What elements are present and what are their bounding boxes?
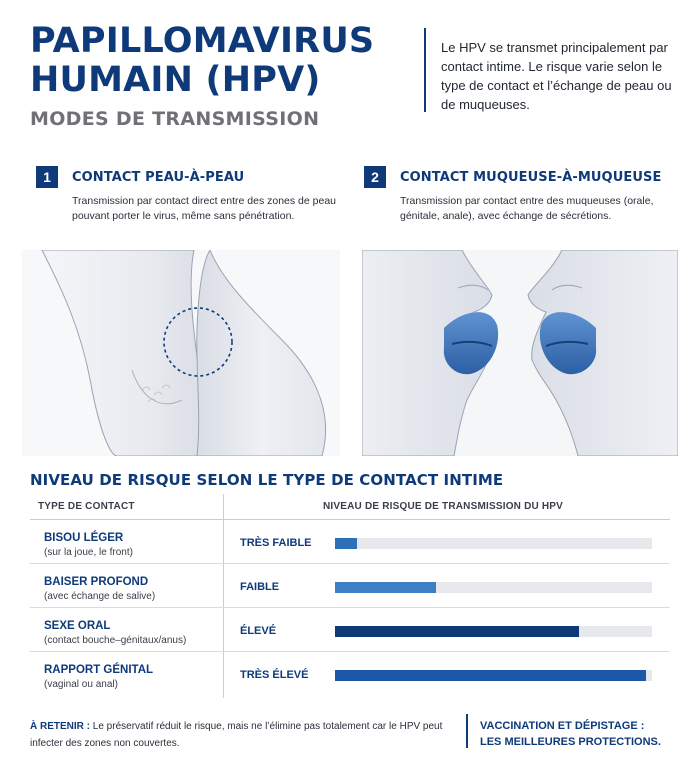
risk-bar-track	[335, 670, 652, 681]
contact-type-name: BAISER PROFOND	[44, 576, 149, 588]
contact-type-name: SEXE ORAL	[44, 620, 111, 632]
page-subtitle: MODES DE TRANSMISSION	[30, 108, 320, 130]
section-description: Transmission par contact entre des muqueuses (orale, génitale, anale), avec échange de sécrétions.	[400, 195, 654, 222]
risk-table-header	[30, 494, 670, 520]
title-block	[30, 22, 420, 132]
risk-table	[30, 494, 670, 698]
section-title: CONTACT PEAU-À-PEAU	[72, 169, 245, 185]
section-number-badge: 1	[36, 166, 58, 188]
footer-note	[30, 718, 460, 752]
risk-level-label: TRÈS ÉLEVÉ	[240, 669, 309, 681]
skin-contact-illustration	[22, 250, 340, 456]
contact-type-name: BISOU LÉGER	[44, 532, 124, 544]
risk-bar-track	[335, 582, 652, 593]
risk-level-label: TRÈS FAIBLE	[240, 537, 312, 549]
risk-bar-fill	[335, 582, 436, 593]
table-row	[30, 608, 670, 652]
risk-bar-fill	[335, 626, 579, 637]
section-number-badge: 2	[364, 166, 386, 188]
page-title-line-2: HUMAIN (HPV)	[30, 60, 321, 100]
table-row	[30, 520, 670, 564]
footer-note-key: À RETENIR :	[30, 721, 90, 732]
contact-type-detail: (vaginal ou anal)	[44, 679, 118, 690]
contact-type-name: RAPPORT GÉNITAL	[44, 664, 154, 676]
header-contact-type: TYPE DE CONTACT	[38, 501, 135, 512]
risk-bar-fill	[335, 538, 357, 549]
contact-type-detail: (avec échange de salive)	[44, 591, 156, 602]
mucosa-contact-illustration	[362, 250, 678, 456]
risk-level-label: FAIBLE	[240, 581, 280, 593]
section-title: CONTACT MUQUEUSE-À-MUQUEUSE	[400, 169, 662, 185]
table-row	[30, 652, 670, 696]
risk-level-label: ÉLEVÉ	[240, 625, 277, 637]
footer-note-text: Le préservatif réduit le risque, mais ne l’élimine pas totalement car le HPV peut infecter des zones non couvertes.	[30, 721, 443, 749]
footer-cta-line-2: LES MEILLEURES PROTECTIONS.	[480, 736, 661, 748]
intro-divider	[424, 28, 426, 112]
table-row	[30, 564, 670, 608]
section-skin-contact	[36, 166, 336, 224]
risk-bar-track	[335, 626, 652, 637]
risk-table-title: NIVEAU DE RISQUE SELON LE TYPE DE CONTACT INTIME	[30, 471, 504, 489]
footer-cta	[480, 718, 680, 750]
page-title-line-1: PAPILLOMAVIRUS	[30, 21, 375, 61]
footer-divider	[466, 714, 468, 748]
header-risk-level: NIVEAU DE RISQUE DE TRANSMISSION DU HPV	[323, 501, 564, 512]
section-mucosa-contact	[364, 166, 674, 224]
contact-type-detail: (contact bouche–génitaux/anus)	[44, 635, 187, 646]
risk-bar-track	[335, 538, 652, 549]
footer-cta-line-1: VACCINATION ET DÉPISTAGE :	[480, 720, 645, 732]
risk-bar-fill	[335, 670, 646, 681]
contact-type-detail: (sur la joue, le front)	[44, 547, 133, 558]
section-description: Transmission par contact direct entre des zones de peau pouvant porter le virus, même sans pénétration.	[72, 195, 337, 222]
intro-text: Le HPV se transmet principalement par contact intime. Le risque varie selon le type de contact et l’échange de peau ou de muqueuses.	[441, 40, 672, 112]
